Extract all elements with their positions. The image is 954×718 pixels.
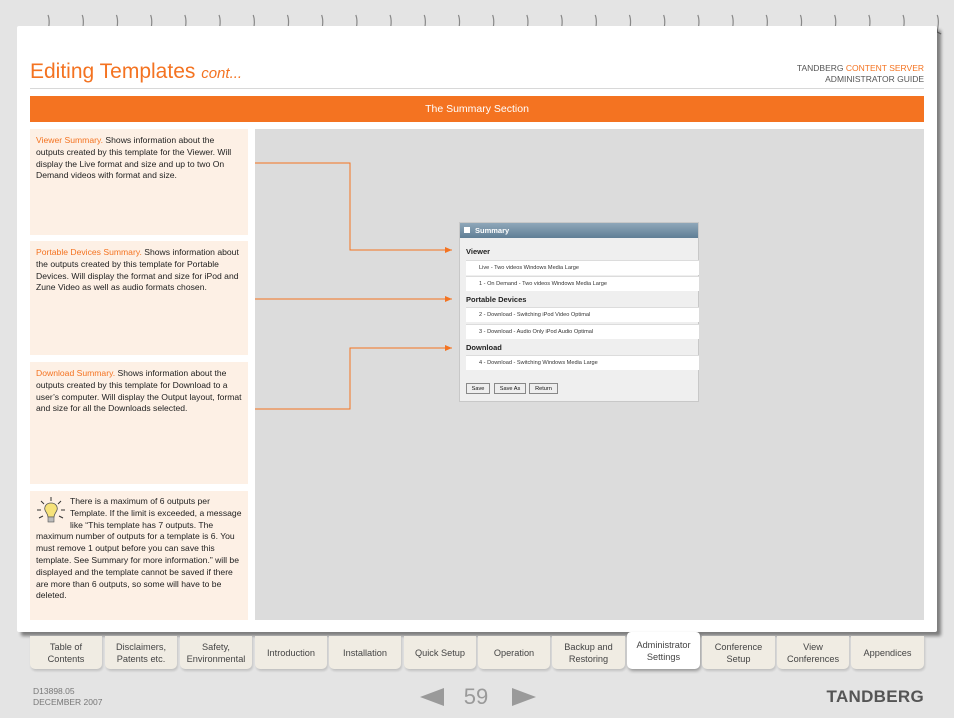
download-summary-text: Shows information about the outputs created by this template for Download to a user’s computer. Will display the Output layout, format and size for all the Downloads selected.	[36, 368, 242, 414]
tab-appendices[interactable]: Appendices	[851, 636, 924, 669]
binding-ring	[937, 15, 941, 34]
summary-card	[459, 222, 699, 402]
tab-backup-restoring[interactable]: Backup and Restoring	[552, 636, 625, 669]
brand-product: CONTENT SERVER	[845, 63, 924, 73]
portable-summary-heading: Portable Devices Summary.	[36, 247, 142, 257]
summary-card-header[interactable]: Summary	[460, 223, 698, 238]
tab-installation[interactable]: Installation	[329, 636, 401, 669]
summary-row: Live - Two videos Windows Media Large	[466, 260, 699, 275]
tab-operation[interactable]: Operation	[478, 636, 550, 669]
tab-quick-setup[interactable]: Quick Setup	[404, 636, 476, 669]
tab-table-of-contents[interactable]: Table of Contents	[30, 636, 102, 669]
title-divider	[30, 88, 924, 89]
document-info	[33, 686, 102, 708]
tab-disclaimers[interactable]: Disclaimers, Patents etc.	[105, 636, 177, 669]
portable-summary-text: Shows information about the outputs created by this template for Portable Devices. Will display the format and size for iPod and Zune Video as well as audio formats chosen.	[36, 247, 239, 293]
summary-row: 2 - Download - Switching iPod Video Optimal	[466, 307, 699, 322]
doc-date: DECEMBER 2007	[33, 697, 103, 707]
summary-row: 1 - On Demand - Two videos Windows Media Large	[466, 276, 699, 291]
lightbulb-icon	[36, 496, 66, 526]
title-suffix: cont...	[201, 65, 243, 82]
tip-box	[30, 491, 248, 620]
page-number: 59	[463, 684, 489, 709]
summary-row: 3 - Download - Audio Only iPod Audio Optimal	[466, 324, 699, 339]
next-page-button[interactable]	[510, 684, 538, 710]
save-as-button[interactable]: Save As	[494, 383, 526, 394]
previous-page-button[interactable]	[418, 684, 446, 710]
tip-text: There is a maximum of 6 outputs per Template. If the limit is exceeded, a message like “This template has 7 outputs. The maximum number of outputs for a template is 6. You must remove 1 output before you can save this template. See Summary for more information.” will be displayed and the template cannot be saved if there are more than 6 outputs, so some will have to be deleted.	[36, 496, 242, 601]
bottom-nav	[30, 636, 926, 670]
viewer-summary-text: Shows information about the outputs created by this template for the Viewer. Will display the Live format and size and up to two On Demand videos with format and size.	[36, 135, 232, 181]
brand-name: TANDBERG	[796, 63, 844, 73]
section-header: The Summary Section	[30, 96, 924, 122]
return-button[interactable]: Return	[529, 383, 558, 394]
download-summary-description	[30, 362, 248, 484]
save-button[interactable]: Save	[466, 383, 490, 394]
viewer-group-label: Viewer	[466, 247, 491, 256]
viewer-summary-heading: Viewer Summary.	[36, 135, 104, 145]
portable-summary-description	[30, 241, 248, 355]
download-summary-heading: Download Summary.	[36, 368, 116, 378]
tab-administrator-settings[interactable]: Administrator Settings	[627, 632, 700, 669]
summary-row: 4 - Download - Switching Windows Media Large	[466, 355, 699, 370]
brand-header	[797, 63, 924, 85]
collapse-icon[interactable]	[464, 227, 470, 233]
tab-view-conferences[interactable]: View Conferences	[777, 636, 849, 669]
tab-introduction[interactable]: Introduction	[255, 636, 327, 669]
download-group-label: Download	[466, 343, 502, 352]
page-title: Editing Templates cont...	[30, 60, 243, 83]
tab-conference-setup[interactable]: Conference Setup	[702, 636, 775, 669]
tandberg-logo: TANDBERG	[826, 687, 924, 706]
portable-group-label: Portable Devices	[466, 295, 527, 304]
viewer-summary-description	[30, 129, 248, 235]
brand-guide: ADMINISTRATOR GUIDE	[825, 74, 924, 84]
tab-safety[interactable]: Safety, Environmental	[180, 636, 252, 669]
doc-number: D13898.05	[33, 686, 75, 696]
